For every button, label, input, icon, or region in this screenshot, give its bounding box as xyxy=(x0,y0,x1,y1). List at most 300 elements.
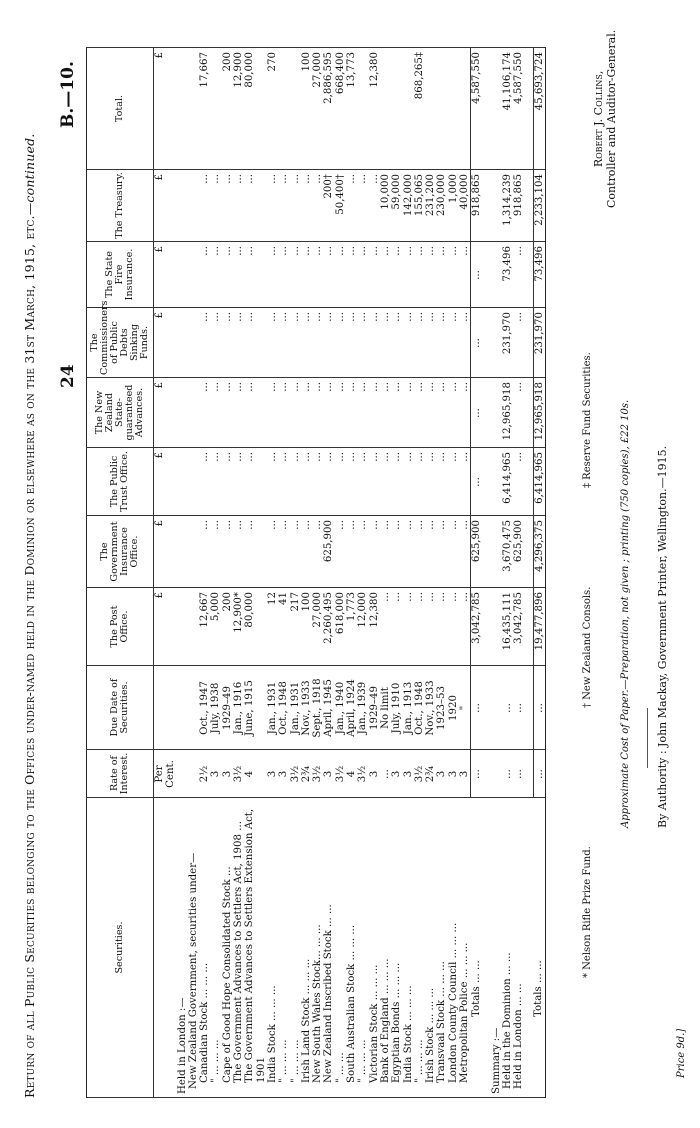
table-cell: ... xyxy=(312,242,323,308)
table-cell xyxy=(177,170,188,242)
table-cell: Nov., 1933 xyxy=(425,666,436,750)
totals-label: Totals ... ... xyxy=(533,798,545,1098)
table-cell xyxy=(448,48,459,170)
table-cell: ... xyxy=(471,308,483,378)
table-cell: ... xyxy=(391,308,402,378)
table-cell: £ xyxy=(154,242,177,308)
table-row xyxy=(312,48,323,1098)
table-cell: ... xyxy=(513,750,524,798)
footnote-1: * Nelson Rifle Prize Fund. xyxy=(582,846,593,978)
table-cell: ... xyxy=(222,448,233,516)
title-text: Return of all Public Securities belonging to the Offices under-named held in the Dominion or elsewhere as on the 31st March, 1915, etc. xyxy=(22,215,37,1098)
table-cell: ... xyxy=(301,242,312,308)
table-cell: 3½ xyxy=(233,750,244,798)
table-cell: 3½ xyxy=(290,750,301,798)
table-cell: ... xyxy=(233,242,244,308)
table-cell xyxy=(357,48,368,170)
table-cell: Nov., 1933 xyxy=(301,666,312,750)
table-cell xyxy=(177,666,188,750)
table-cell: ... xyxy=(335,378,346,448)
table-cell: ... xyxy=(267,378,278,448)
table-cell xyxy=(188,378,199,448)
table-cell: ... xyxy=(357,170,368,242)
table-cell: ... xyxy=(391,448,402,516)
table-cell: 5,000 xyxy=(210,588,221,666)
security-name: " ... ... ... xyxy=(278,798,289,1098)
table-cell xyxy=(177,516,188,588)
table-cell: ... xyxy=(448,516,459,588)
table-cell xyxy=(459,48,471,170)
table-cell: ... xyxy=(380,308,391,378)
table-cell xyxy=(188,170,199,242)
table-cell: Per Cent. xyxy=(154,750,177,798)
table-cell: ... xyxy=(335,242,346,308)
page-number: 24 xyxy=(58,364,78,388)
table-cell: ... xyxy=(448,378,459,448)
table-cell xyxy=(177,750,188,798)
table-cell: ... xyxy=(346,170,357,242)
table-cell: Oct., 1947 xyxy=(199,666,210,750)
security-name: India Stock ... ... ... xyxy=(403,798,414,1098)
table-cell: 3 xyxy=(459,750,471,798)
table-cell: 80,000 xyxy=(244,48,255,170)
table-cell xyxy=(256,170,267,242)
table-row xyxy=(391,48,402,1098)
price-note: Price 9d.] xyxy=(676,1028,687,1078)
table-cell: ... xyxy=(425,448,436,516)
table-cell: ... xyxy=(448,448,459,516)
totals-row xyxy=(471,48,483,1098)
table-cell: ... xyxy=(301,308,312,378)
summary-body xyxy=(502,48,525,1098)
security-name: Egyptian Bonds ... ... ... xyxy=(391,798,402,1098)
col-header: The State Fire Insurance. xyxy=(87,242,154,308)
table-cell: 10,000 xyxy=(380,170,391,242)
divider xyxy=(647,708,648,768)
table-cell: 4 xyxy=(346,750,357,798)
table-cell: 200 xyxy=(222,48,233,170)
table-cell: 2,886,595 xyxy=(323,48,334,170)
table-cell: ... xyxy=(369,378,380,448)
table-cell: ... xyxy=(391,516,402,588)
security-name: Irish Stock ... ... ... xyxy=(425,798,436,1098)
table-cell: ... xyxy=(380,516,391,588)
table-row xyxy=(188,48,199,1098)
table-cell: ... xyxy=(425,242,436,308)
table-cell: ... xyxy=(448,308,459,378)
table-cell: ... xyxy=(403,588,414,666)
table-cell: ... xyxy=(436,242,447,308)
security-name: South Australian Stock ... ... ... xyxy=(346,798,357,1098)
table-cell: ... xyxy=(459,588,471,666)
table-cell: ... xyxy=(312,170,323,242)
table-cell: Jan., 1939 xyxy=(357,666,368,750)
table-cell: April, 1924 xyxy=(346,666,357,750)
table-row xyxy=(335,48,346,1098)
table-cell: Sept., 1918 xyxy=(312,666,323,750)
table-cell: 50,400† xyxy=(335,170,346,242)
table-cell: ... xyxy=(278,242,289,308)
table-cell: Oct., 1948 xyxy=(414,666,425,750)
table-cell: ... xyxy=(301,448,312,516)
table-cell: ... xyxy=(448,242,459,308)
table-cell: ... xyxy=(278,308,289,378)
title-continued: —continued. xyxy=(22,133,37,216)
table-cell: ... xyxy=(403,378,414,448)
table-row xyxy=(222,48,233,1098)
table-cell: ... xyxy=(533,750,545,798)
table-cell: ... xyxy=(357,516,368,588)
table-cell xyxy=(425,48,436,170)
table-cell: ... xyxy=(448,588,459,666)
table-cell: £ xyxy=(154,378,177,448)
table-cell: 918,865 xyxy=(471,170,483,242)
table-cell xyxy=(177,48,188,170)
cost-note: Approximate Cost of Paper.—Preparation, not given ; printing (750 copies), £22 10s. xyxy=(620,399,631,828)
table-cell: 45,693,724 xyxy=(533,48,545,170)
table-cell: 80,000 xyxy=(244,588,255,666)
table-cell: ... xyxy=(301,378,312,448)
table-cell: ... xyxy=(380,448,391,516)
grand-totals-row xyxy=(533,48,545,1098)
table-cell: ... xyxy=(323,242,334,308)
table-cell: ... xyxy=(312,308,323,378)
table-cell: ... xyxy=(414,378,425,448)
table-cell: 1923–53 xyxy=(436,666,447,750)
table-cell xyxy=(380,48,391,170)
table-cell: ... xyxy=(290,448,301,516)
table-cell: ... xyxy=(459,378,471,448)
table-cell: 625,900 xyxy=(513,516,524,588)
col-header: The Commissioners of Public Debts Sinking Funds. xyxy=(87,308,154,378)
table-cell: ... xyxy=(312,448,323,516)
table-row xyxy=(513,48,524,1098)
table-row xyxy=(290,48,301,1098)
table-cell: 2¾ xyxy=(425,750,436,798)
table-cell xyxy=(278,48,289,170)
security-name: " ... ... ... xyxy=(414,798,425,1098)
table-cell: 100 xyxy=(301,48,312,170)
table-cell: April, 1945 xyxy=(323,666,334,750)
table-cell: ... xyxy=(391,242,402,308)
table-cell: 200 xyxy=(222,588,233,666)
table-cell xyxy=(256,308,267,378)
table-cell: No limit xyxy=(380,666,391,750)
table-row xyxy=(233,48,244,1098)
table-cell xyxy=(391,48,402,170)
table-row xyxy=(199,48,210,1098)
table-cell: ... xyxy=(323,448,334,516)
table-cell: 3½ xyxy=(357,750,368,798)
table-cell: ... xyxy=(244,242,255,308)
table-cell: 3 xyxy=(436,750,447,798)
table-cell: 12,965,918 xyxy=(502,378,513,448)
signature-name: Robert J. Collins, xyxy=(592,70,605,168)
table-cell: July, 1938 xyxy=(210,666,221,750)
header-row xyxy=(87,48,154,1098)
table-cell: ... xyxy=(244,170,255,242)
table-cell: ... xyxy=(301,170,312,242)
table-cell: 3 xyxy=(278,750,289,798)
table-cell: 19,477,896 xyxy=(533,588,545,666)
table-row xyxy=(267,48,278,1098)
security-name: India Stock ... ... ... xyxy=(267,798,278,1098)
table-cell: ... xyxy=(210,448,221,516)
table-cell: Jan., 1931 xyxy=(267,666,278,750)
summary-label: Summary :— xyxy=(491,798,502,1098)
table-cell: ... xyxy=(222,242,233,308)
table-cell: ... xyxy=(323,308,334,378)
table-cell: ... xyxy=(346,308,357,378)
table-cell: ... xyxy=(222,378,233,448)
table-row xyxy=(380,48,391,1098)
table-cell: 16,435,111 xyxy=(502,588,513,666)
table-cell: ... xyxy=(436,378,447,448)
security-name: " ... ... ... xyxy=(290,798,301,1098)
table-row xyxy=(448,48,459,1098)
table-cell: ... xyxy=(380,588,391,666)
table-cell: 3½ xyxy=(414,750,425,798)
table-cell xyxy=(188,308,199,378)
table-cell: ... xyxy=(369,308,380,378)
table-cell: ... xyxy=(267,516,278,588)
table-cell: ... xyxy=(346,242,357,308)
security-name: Held in London :— xyxy=(177,798,188,1098)
table-cell: Oct., 1948 xyxy=(278,666,289,750)
table-cell: ... xyxy=(346,378,357,448)
table-cell: 4,587,550 xyxy=(513,48,524,170)
table-cell: 3 xyxy=(210,750,221,798)
table-cell: ... xyxy=(278,516,289,588)
table-cell: ... xyxy=(210,170,221,242)
table-cell: ... xyxy=(414,308,425,378)
security-name: The Government Advances to Settlers Act, 1908 ... xyxy=(233,798,244,1098)
table-cell: 1,000 xyxy=(448,170,459,242)
table-cell: ... xyxy=(267,448,278,516)
table-cell: Jan., 1931 xyxy=(290,666,301,750)
table-cell: 12,900* xyxy=(233,588,244,666)
table-cell: ... xyxy=(312,378,323,448)
table-cell: ... xyxy=(222,308,233,378)
table-cell: ... xyxy=(244,516,255,588)
table-cell: 59,000 xyxy=(391,170,402,242)
totals-section xyxy=(471,48,502,1098)
table-cell: 100 xyxy=(301,588,312,666)
table-cell: ... xyxy=(369,170,380,242)
table-cell: 3 xyxy=(369,750,380,798)
table-cell: 73,496 xyxy=(502,242,513,308)
table-cell: 4,296,375 xyxy=(533,516,545,588)
table-cell: ... xyxy=(199,378,210,448)
table-cell: 3 xyxy=(403,750,414,798)
table-cell: ... xyxy=(471,750,483,798)
table-cell xyxy=(177,378,188,448)
security-name: The Government Advances to Settlers Extension Act, xyxy=(244,798,255,1098)
table-cell: 3 xyxy=(391,750,402,798)
table-cell: 1929–49 xyxy=(369,666,380,750)
table-cell: ... xyxy=(290,308,301,378)
table-cell xyxy=(256,48,267,170)
table-cell: ... xyxy=(267,170,278,242)
totals-label: Totals ... ... xyxy=(471,798,483,1098)
table-cell xyxy=(210,48,221,170)
table-cell: 2½ xyxy=(199,750,210,798)
signature-block xyxy=(592,30,618,208)
table-cell: ... xyxy=(414,516,425,588)
table-cell xyxy=(188,242,199,308)
table-cell xyxy=(403,48,414,170)
table-row xyxy=(357,48,368,1098)
table-cell xyxy=(177,242,188,308)
security-name: " ... ... xyxy=(335,798,346,1098)
table-cell: 6,414,965 xyxy=(502,448,513,516)
table-cell: 3,042,785 xyxy=(471,588,483,666)
security-name: Held in London ... ... xyxy=(513,798,524,1098)
table-cell: 1,773 xyxy=(346,588,357,666)
security-name: 1901 xyxy=(256,798,267,1098)
security-name: Canadian Stock ... ... ... xyxy=(199,798,210,1098)
table-cell: ... xyxy=(425,378,436,448)
table-cell: ... xyxy=(380,750,391,798)
table-cell: ... xyxy=(290,170,301,242)
table-cell: ... xyxy=(335,448,346,516)
table-row xyxy=(244,48,255,1098)
table-cell: ... xyxy=(391,378,402,448)
table-cell: Jan., 1913 xyxy=(403,666,414,750)
table-cell: ... xyxy=(222,170,233,242)
table-row xyxy=(369,48,380,1098)
table-cell xyxy=(256,448,267,516)
table-cell: 41,106,174 xyxy=(502,48,513,170)
col-header: Total. xyxy=(87,48,154,170)
security-name: " ... ... ... xyxy=(210,798,221,1098)
table-cell: ... xyxy=(323,378,334,448)
table-cell: ... xyxy=(403,448,414,516)
table-cell: 4 xyxy=(244,750,255,798)
table-cell: ... xyxy=(380,378,391,448)
table-cell: ... xyxy=(513,448,524,516)
table-cell: ... xyxy=(513,308,524,378)
table-cell: ... xyxy=(278,170,289,242)
table-cell: ... xyxy=(502,750,513,798)
table-cell xyxy=(256,242,267,308)
security-name: London County Council ... ... ... xyxy=(448,798,459,1098)
table-cell: ... xyxy=(471,378,483,448)
table-cell: ... xyxy=(199,242,210,308)
table-cell: 231,200 xyxy=(425,170,436,242)
table-row xyxy=(425,48,436,1098)
table-cell: £ xyxy=(154,516,177,588)
table-cell xyxy=(188,48,199,170)
table-cell: ... xyxy=(425,516,436,588)
table-cell: 17,667 xyxy=(199,48,210,170)
table-cell: 618,000 xyxy=(335,588,346,666)
table-cell: 918,865 xyxy=(513,170,524,242)
table-cell xyxy=(256,378,267,448)
table-cell: 868,265‡ xyxy=(414,48,425,170)
table-cell xyxy=(154,666,177,750)
table-cell: ... xyxy=(233,170,244,242)
table-cell: ... xyxy=(369,516,380,588)
table-cell: ... xyxy=(357,242,368,308)
table-row xyxy=(256,48,267,1098)
table-cell: ... xyxy=(346,448,357,516)
table-cell xyxy=(290,48,301,170)
table-cell: ... xyxy=(436,588,447,666)
table-cell: 12,380 xyxy=(369,48,380,170)
table-body xyxy=(154,48,471,1098)
table-cell: ... xyxy=(436,516,447,588)
table-cell: ... xyxy=(403,516,414,588)
table-cell: 3,042,785 xyxy=(513,588,524,666)
table-cell: 3½ xyxy=(312,750,323,798)
table-cell: £ xyxy=(154,308,177,378)
table-cell xyxy=(188,516,199,588)
table-cell: ... xyxy=(533,666,545,750)
security-name: New Zealand Government, securities under— xyxy=(188,798,199,1098)
table-cell: ... xyxy=(233,378,244,448)
table-cell: 3 xyxy=(448,750,459,798)
table-cell: 27,000 xyxy=(312,48,323,170)
table-cell: 2,260,495 xyxy=(323,588,334,666)
table-cell: ... xyxy=(290,516,301,588)
col-header: Due Date of Securities. xyxy=(87,666,154,750)
table-cell: 3 xyxy=(267,750,278,798)
table-cell: 668,400 xyxy=(335,48,346,170)
summary-heading-row xyxy=(491,48,502,1098)
page-reference: B.—10. xyxy=(58,61,78,128)
authority-line: By Authority : John Mackay, Government Printer, Wellington.—1915. xyxy=(656,445,669,828)
table-cell xyxy=(256,588,267,666)
table-cell: 231,970 xyxy=(502,308,513,378)
col-header: The Public Trust Office. xyxy=(87,448,154,516)
table-cell: ... xyxy=(199,516,210,588)
table-cell xyxy=(256,516,267,588)
table-cell: ... xyxy=(369,242,380,308)
table-cell: Jan., 1940 xyxy=(335,666,346,750)
table-cell: ... xyxy=(210,516,221,588)
table-cell: 1,314,239 xyxy=(502,170,513,242)
table-cell: ... xyxy=(436,308,447,378)
table-cell: ... xyxy=(267,308,278,378)
security-name: Metropolitan Police ... ... ... xyxy=(459,798,471,1098)
table-cell: 4,587,550 xyxy=(471,48,483,170)
table-cell: ... xyxy=(244,378,255,448)
table-cell: £ xyxy=(154,170,177,242)
table-cell: ... xyxy=(471,242,483,308)
page-title xyxy=(22,134,37,1099)
security-name: New Zealand Inscribed Stock ... ... xyxy=(323,798,334,1098)
table-cell: ... xyxy=(513,242,524,308)
table-row xyxy=(301,48,312,1098)
table-cell: 6,414,965 xyxy=(533,448,545,516)
table-cell xyxy=(177,308,188,378)
table-cell: ... xyxy=(414,242,425,308)
table-cell: 2¾ xyxy=(301,750,312,798)
security-name xyxy=(154,798,177,1098)
table-cell: 73,496 xyxy=(533,242,545,308)
table-cell: ... xyxy=(301,516,312,588)
table-cell: 1920 xyxy=(448,666,459,750)
table-cell: ... xyxy=(199,170,210,242)
table-cell: ... xyxy=(210,242,221,308)
table-cell: ... xyxy=(369,448,380,516)
table-cell: ... xyxy=(222,516,233,588)
table-cell: ... xyxy=(290,242,301,308)
table-cell: 217 xyxy=(290,588,301,666)
table-cell: ... xyxy=(199,308,210,378)
table-row xyxy=(210,48,221,1098)
